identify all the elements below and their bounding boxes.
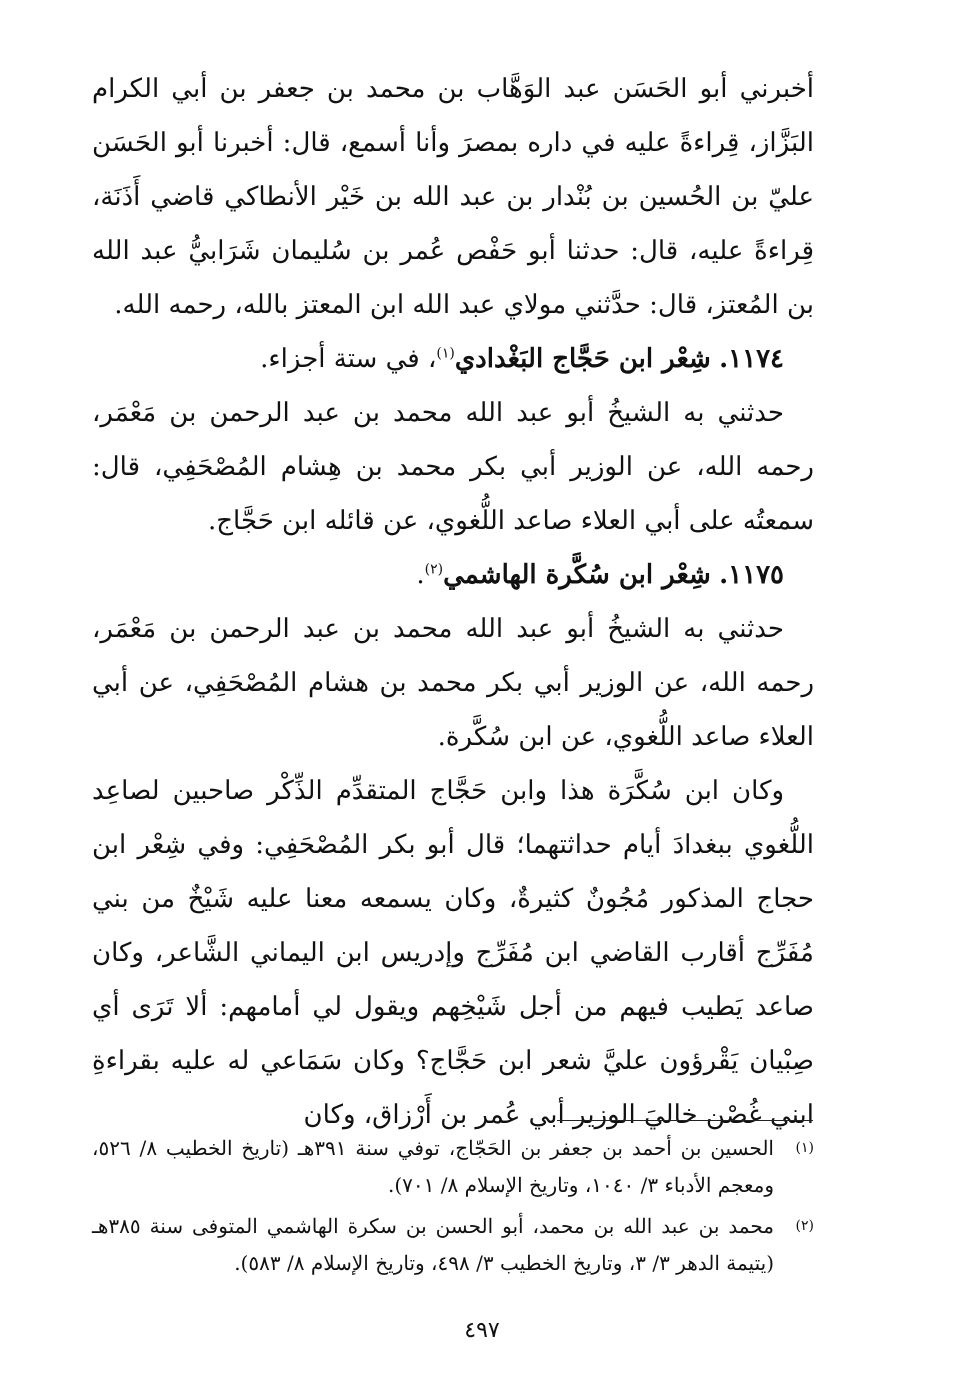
entry-1174-heading xyxy=(92,332,814,386)
page-number: ٤٩٧ xyxy=(464,1318,500,1343)
main-text xyxy=(92,62,814,1142)
footnote-ref-1[interactable]: (١) xyxy=(436,345,455,362)
entry-1174-title: شِعْر ابن حَجَّاج البَغْدادي xyxy=(454,344,711,374)
entry-1175-rest: . xyxy=(416,560,425,590)
footnotes xyxy=(92,1130,814,1286)
footnote-1-text: الحسين بن أحمد بن جعفر بن الحَجّاج، توفي سنة ٣٩١هـ (تاريخ الخطيب ٨/ ٥٢٦، ومعجم الأدباء ٣/ ١٠٤٠، وتاريخ الإسلام ٨/ ٧٠١). xyxy=(92,1136,774,1197)
entry-1175-number: ١١٧٥. xyxy=(719,560,784,590)
entry-1175-title: شِعْر ابن سُكَّرة الهاشمي xyxy=(443,560,711,590)
footnote-2 xyxy=(92,1208,814,1282)
footnote-1-marker: (١) xyxy=(795,1140,814,1156)
footnote-2-text: محمد بن عبد الله بن محمد، أبو الحسن بن سكرة الهاشمي المتوفى سنة ٣٨٥هـ (يتيمة الدهر ٣/ ٣، وتاريخ الخطيب ٣/ ٤٩٨، وتاريخ الإسلام ٨/ ٥٨٣). xyxy=(92,1214,774,1275)
footnote-divider xyxy=(557,1120,813,1121)
entry-1174-number: ١١٧٤. xyxy=(719,344,784,374)
entry-1174-body: حدثني به الشيخُ أبو عبد الله محمد بن عبد الرحمن بن مَعْمَر، رحمه الله، عن الوزير أبي بكر محمد بن هِشام المُصْحَفِي، قال: سمعتُه على أبي العلاء صاعد اللُّغوي، عن قائله ابن حَجَّاج. xyxy=(92,398,814,536)
entry-1175-body: حدثني به الشيخُ أبو عبد الله محمد بن عبد الرحمن بن مَعْمَر، رحمه الله، عن الوزير أبي بكر محمد بن هشام المُصْحَفِي، عن أبي العلاء صاعد اللُّغوي، عن ابن سُكَّرة. xyxy=(92,614,814,752)
footnote-1 xyxy=(92,1130,814,1204)
footnote-2-marker: (٢) xyxy=(795,1218,814,1234)
footnote-ref-2[interactable]: (٢) xyxy=(424,561,444,578)
entry-1175-heading xyxy=(92,548,814,602)
intro-paragraph: أخبرني أبو الحَسَن عبد الوَهَّاب بن محمد بن جعفر بن أبي الكرام البَزَّاز، قِراءةً عليه في داره بمصرَ وأنا أسمع، قال: أخبرنا أبو الحَسَن عليّ بن الحُسين بن بُنْدار بن عبد الله بن خَيْر الأنطاكي قاضي أَذَنَة، قِراءةً عليه، قال: حدثنا أبو حَفْص عُمر بن سُليمان شَرَابيُّ عبد الله بن المُعتز، قال: حدَّثني مولاي عبد الله ابن المعتز بالله، رحمه الله. xyxy=(92,74,814,320)
entry-1174-rest: ، في ستة أجزاء. xyxy=(260,344,437,374)
closing-paragraph: وكان ابن سُكَّرَة هذا وابن حَجَّاج المتقدِّم الذِّكْر صاحبين لصاعِد اللُّغوي ببغدادَ أيام حداثتهما؛ قال أبو بكر المُصْحَفِي: وفي شِعْر ابن حجاج المذكور مُجُونٌ كثيرةٌ، وكان يسمعه معنا عليه شَيْخٌ من بني مُفَرِّج أقارب القاضي ابن مُفَرِّج وإدريس ابن اليماني الشَّاعر، وكان صاعد يَطيب فيهم من أجل شَيْخِهم ويقول لي أمامهم: ألا تَرَى أي صِبْيان يَقْرؤون عليَّ شعر ابن حَجَّاج؟ وكان سَمَاعي له عليه بقراءةِ ابني غُصْن خاليَ الوزير أبي عُمر بن أَرْزاق، وكان xyxy=(92,776,814,1130)
